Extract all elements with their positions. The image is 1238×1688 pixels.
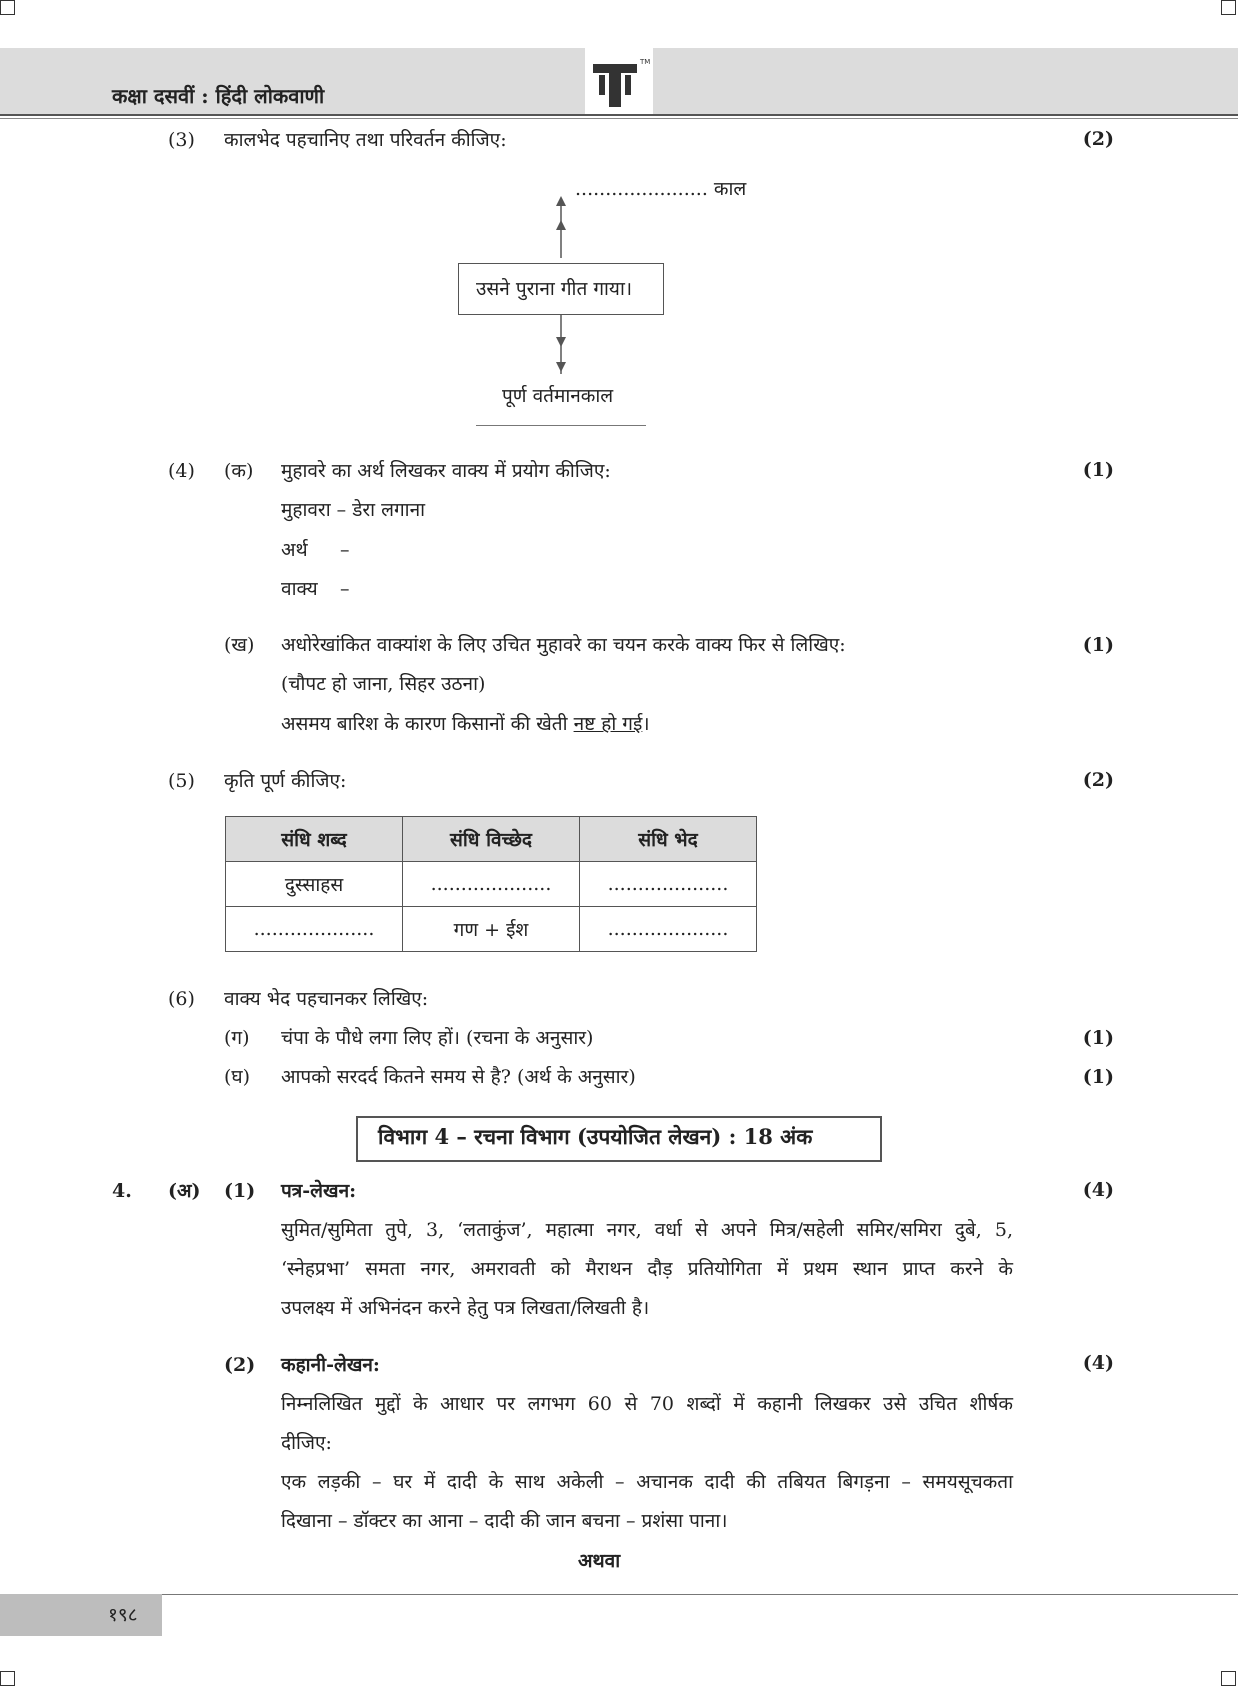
q6-instruction: वाक्य भेद पहचानकर लिखिए: xyxy=(224,988,429,1010)
footer-band xyxy=(0,1594,162,1636)
table-header: संधि शब्द xyxy=(226,817,403,862)
q6-ga-label: (ग) xyxy=(224,1027,250,1049)
table-cell: .................... xyxy=(580,907,757,952)
idiom-options: (चौपट हो जाना, सिहर उठना) xyxy=(281,673,486,695)
q4-ka-instruction: मुहावरे का अर्थ लिखकर वाक्य में प्रयोग कीजिए: xyxy=(281,460,611,482)
letter-line: सुमित/सुमिता तुपे, 3, ‘लताकुंज’, महात्मा नगर, वर्धा से अपने मित्र/सहेली समिर/समिरा दुबे, 5, xyxy=(281,1219,1013,1241)
sentence-part: असमय बारिश के कारण किसानों की खेती xyxy=(281,713,574,735)
story-number: (2) xyxy=(224,1354,256,1376)
sentence-dash: – xyxy=(340,578,350,600)
underlined-phrase: नष्ट हो गई xyxy=(573,713,643,735)
story-heading: कहानी-लेखन: xyxy=(281,1354,380,1376)
story-line: दिखाना – डॉक्टर का आना – दादी की जान बचना – प्रशंसा पाना। xyxy=(281,1510,728,1532)
arrow-up-icon xyxy=(556,196,566,206)
q5-marks: (2) xyxy=(1082,769,1114,791)
table-row xyxy=(226,907,757,952)
q6-ga-marks: (1) xyxy=(1082,1027,1114,1049)
letter-line: ‘स्नेहप्रभा’ समता नगर, अमरावती को मैराथन दौड़ प्रतियोगिता में प्रथम स्थान प्राप्त करने के xyxy=(281,1258,1013,1280)
or-label: अथवा xyxy=(578,1550,621,1572)
letter-line: उपलक्ष्य में अभिनंदन करने हेतु पत्र लिखता/लिखती है। xyxy=(281,1297,650,1319)
q4main-number: 4. xyxy=(112,1180,132,1202)
table-cell: .................... xyxy=(403,862,580,907)
q3-marks: (2) xyxy=(1082,128,1114,150)
sentence-label: वाक्य xyxy=(281,578,318,600)
meaning-dash: – xyxy=(340,539,350,561)
tense-answer-label: पूर्ण वर्तमानकाल xyxy=(502,385,614,407)
table-header-row xyxy=(226,817,757,862)
logo-icon xyxy=(585,48,653,114)
story-marks: (4) xyxy=(1082,1352,1114,1374)
header-rule-thin xyxy=(0,118,1238,119)
q6-gha-text: आपको सरदर्द कितने समय से है? (अर्थ के अनुसार) xyxy=(281,1066,636,1088)
story-line: दीजिए: xyxy=(281,1432,332,1454)
letter-marks: (4) xyxy=(1082,1179,1114,1201)
q6-gha-marks: (1) xyxy=(1082,1066,1114,1088)
meaning-label: अर्थ xyxy=(281,539,308,561)
header-rule xyxy=(0,114,1238,116)
table-header: संधि विच्छेद xyxy=(403,817,580,862)
q4-kha-label: (ख) xyxy=(224,634,255,656)
letter-heading: पत्र-लेखन: xyxy=(281,1180,357,1202)
table-header: संधि भेद xyxy=(580,817,757,862)
idiom-line: मुहावरा – डेरा लगाना xyxy=(281,499,426,521)
arrow-down-icon xyxy=(556,337,566,347)
story-line: एक लड़की – घर में दादी के साथ अकेली – अचानक दादी की तबियत बिगड़ना – समयसूचकता xyxy=(281,1471,1013,1493)
q6-gha-label: (घ) xyxy=(224,1066,251,1088)
crop-mark-top-left xyxy=(0,0,15,15)
section-title: विभाग 4 – रचना विभाग (उपयोजित लेखन) : 18 अंक xyxy=(378,1124,813,1149)
sentence-text: उसने पुराना गीत गाया। xyxy=(476,278,633,300)
q5-instruction: कृति पूर्ण कीजिए: xyxy=(224,770,347,792)
crop-mark-bottom-right xyxy=(1221,1671,1236,1686)
table-row xyxy=(226,862,757,907)
story-line: निम्नलिखित मुद्दों के आधार पर लगभग 60 से 70 शब्दों में कहानी लिखकर उसे उचित शीर्षक xyxy=(281,1393,1013,1415)
sentence-end: । xyxy=(642,713,650,735)
table-cell: दुस्साहस xyxy=(226,862,403,907)
page-number: १९८ xyxy=(108,1604,138,1626)
table-cell: .................... xyxy=(580,862,757,907)
q5-number: (5) xyxy=(168,770,195,792)
q3-instruction: कालभेद पहचानिए तथा परिवर्तन कीजिए: xyxy=(224,129,507,151)
letter-number: (1) xyxy=(224,1180,256,1202)
table-cell: गण + ईश xyxy=(403,907,580,952)
logo-tm: TM xyxy=(640,58,651,66)
q4-number: (4) xyxy=(168,460,195,482)
tense-underline xyxy=(476,425,646,426)
q4-ka-marks: (1) xyxy=(1082,459,1114,481)
table-cell: .................... xyxy=(226,907,403,952)
tense-blank-label: ...................... काल xyxy=(575,178,747,200)
q3-number: (3) xyxy=(168,129,195,151)
q6-ga-text: चंपा के पौधे लगा लिए हों। (रचना के अनुसार) xyxy=(281,1027,594,1049)
q4-ka-label: (क) xyxy=(224,460,254,482)
sandhi-table xyxy=(225,816,757,952)
q4main-part: (अ) xyxy=(168,1180,201,1202)
q4-kha-instruction: अधोरेखांकित वाक्यांश के लिए उचित मुहावरे का चयन करके वाक्य फिर से लिखिए: xyxy=(281,634,846,656)
q6-number: (6) xyxy=(168,988,195,1010)
underlined-sentence xyxy=(281,711,650,737)
publisher-logo xyxy=(585,48,653,114)
q4-kha-marks: (1) xyxy=(1082,634,1114,656)
crop-mark-bottom-left xyxy=(0,1671,15,1686)
footer-rule xyxy=(162,1594,1238,1595)
crop-mark-top-right xyxy=(1221,0,1236,15)
header-title: कक्षा दसवीं : हिंदी लोकवाणी xyxy=(112,84,325,108)
